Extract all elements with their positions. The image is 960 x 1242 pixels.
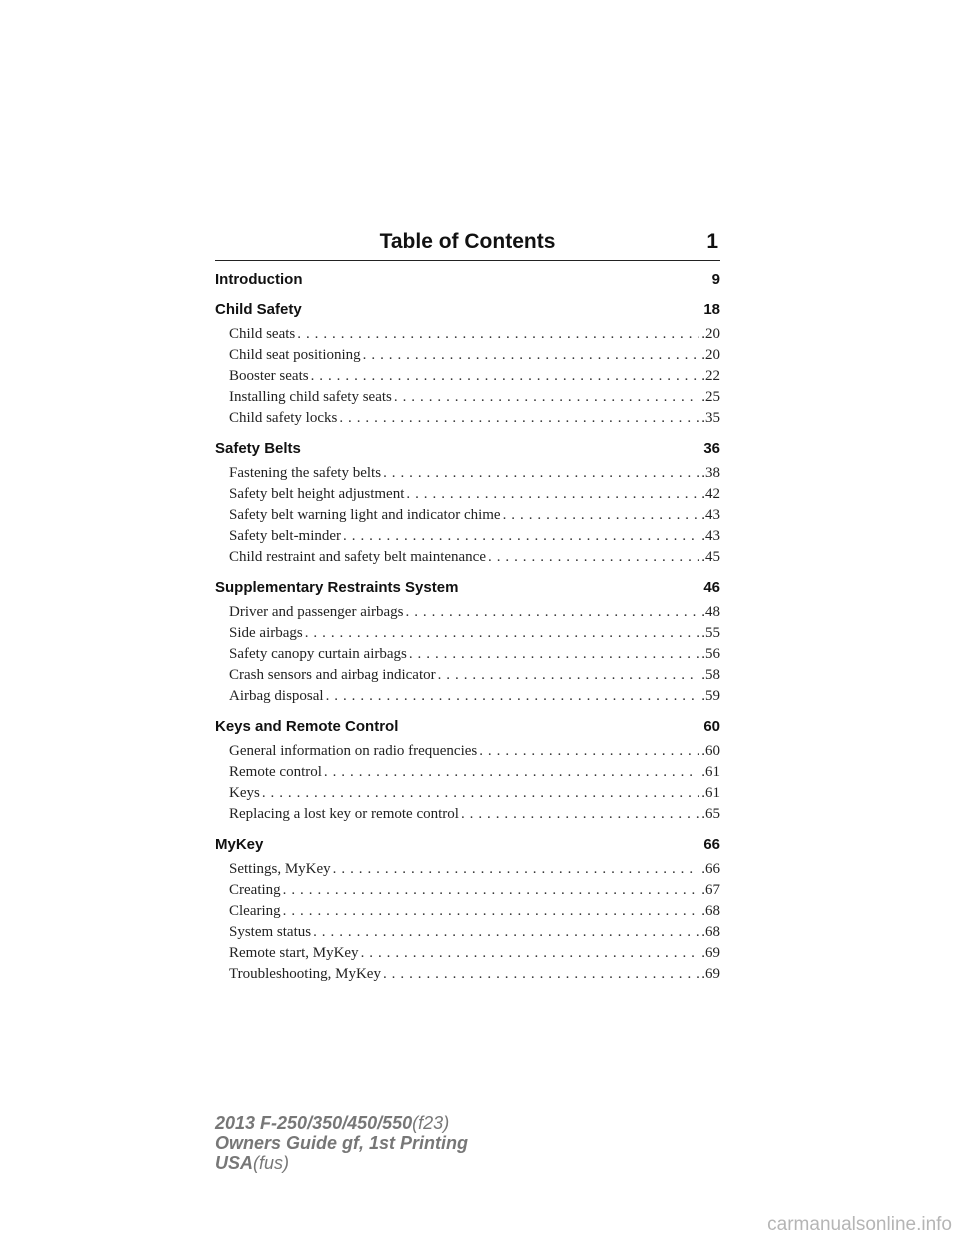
entry-label: Fastening the safety belts: [229, 465, 382, 481]
toc-section-heading[interactable]: [215, 578, 720, 598]
section-page: 18: [703, 301, 720, 318]
toc-section: [215, 717, 720, 825]
dot-leader: [343, 526, 699, 547]
entry-page: .68: [701, 903, 720, 919]
entry-label: Side airbags: [229, 625, 303, 641]
entry-label: Remote control: [229, 764, 322, 780]
toc-entry[interactable]: [215, 762, 720, 783]
toc-entry[interactable]: [215, 901, 720, 922]
footer-model-code: (f23): [412, 1113, 450, 1133]
entry-label: Safety belt height adjustment: [229, 486, 405, 502]
toc-entry[interactable]: [215, 366, 720, 387]
section-title: Keys and Remote Control: [215, 718, 399, 735]
entry-page: .69: [701, 966, 720, 982]
entry-label: Safety belt warning light and indicator chime: [229, 507, 501, 523]
dot-leader: [461, 804, 699, 825]
toc-entry[interactable]: [215, 463, 720, 484]
toc-section-heading[interactable]: [215, 300, 720, 320]
footer-model: 2013 F-250/350/450/550: [215, 1113, 413, 1133]
toc-section: [215, 578, 720, 707]
toc-entry[interactable]: [215, 505, 720, 526]
entry-label: System status: [229, 924, 312, 940]
toc-entry[interactable]: [215, 686, 720, 707]
entry-page: .42: [701, 486, 720, 502]
dot-leader: [394, 387, 699, 408]
table-of-contents: [215, 270, 720, 995]
section-title: Safety Belts: [215, 440, 301, 457]
entry-label: Installing child safety seats: [229, 389, 392, 405]
entry-page: .69: [701, 945, 720, 961]
dot-leader: [479, 741, 699, 762]
entry-label: Crash sensors and airbag indicator: [229, 667, 436, 683]
entry-label: Child safety locks: [229, 410, 338, 426]
dot-leader: [406, 602, 700, 623]
toc-entry[interactable]: [215, 602, 720, 623]
dot-leader: [383, 964, 699, 985]
section-title: Supplementary Restraints System: [215, 579, 459, 596]
section-page: 66: [703, 836, 720, 853]
entry-page: .68: [701, 924, 720, 940]
section-page: 46: [703, 579, 720, 596]
toc-entry[interactable]: [215, 623, 720, 644]
toc-entry[interactable]: [215, 804, 720, 825]
toc-entry[interactable]: [215, 880, 720, 901]
entry-page: .61: [701, 764, 720, 780]
page-title: Table of Contents: [379, 230, 556, 253]
entry-page: .45: [701, 549, 720, 565]
section-page: 36: [703, 440, 720, 457]
entry-page: .58: [701, 667, 720, 683]
section-page: 60: [703, 718, 720, 735]
toc-entry[interactable]: [215, 324, 720, 345]
entry-label: General information on radio frequencies: [229, 743, 478, 759]
toc-entry[interactable]: [215, 665, 720, 686]
footer-market: USA: [215, 1153, 254, 1173]
entry-label: Driver and passenger airbags: [229, 604, 404, 620]
entry-label: Booster seats: [229, 368, 309, 384]
toc-entry[interactable]: [215, 922, 720, 943]
dot-leader: [283, 880, 700, 901]
watermark: carmanualsonline.info: [767, 1214, 952, 1235]
entry-page: .67: [701, 882, 720, 898]
page-header: [215, 228, 720, 261]
footer-guide: Owners Guide gf, 1st Printing: [215, 1133, 469, 1153]
toc-entry[interactable]: [215, 964, 720, 985]
toc-section-heading[interactable]: [215, 270, 720, 290]
dot-leader: [283, 901, 700, 922]
entry-page: .48: [701, 604, 720, 620]
section-page: 9: [711, 271, 720, 288]
page-number: 1: [706, 230, 718, 253]
entry-label: Child seat positioning: [229, 347, 361, 363]
entry-page: .55: [701, 625, 720, 641]
section-title: MyKey: [215, 836, 264, 853]
toc-section: [215, 439, 720, 568]
entry-page: .20: [701, 326, 720, 342]
toc-section-heading[interactable]: [215, 439, 720, 459]
dot-leader: [383, 463, 699, 484]
dot-leader: [361, 943, 700, 964]
toc-entry[interactable]: [215, 859, 720, 880]
entry-label: Clearing: [229, 903, 281, 919]
footer-line-3: [215, 1153, 468, 1173]
dot-leader: [488, 547, 699, 568]
toc-entry[interactable]: [215, 345, 720, 366]
footer-line-1: [215, 1113, 468, 1133]
toc-entry[interactable]: [215, 547, 720, 568]
entry-label: Replacing a lost key or remote control: [229, 806, 459, 822]
section-title: Introduction: [215, 271, 303, 288]
entry-page: .56: [701, 646, 720, 662]
entry-label: Troubleshooting, MyKey: [229, 966, 381, 982]
entry-label: Safety canopy curtain airbags: [229, 646, 407, 662]
toc-entry[interactable]: [215, 741, 720, 762]
entry-page: .35: [701, 410, 720, 426]
entry-page: .59: [701, 688, 720, 704]
dot-leader: [409, 644, 699, 665]
dot-leader: [326, 686, 700, 707]
dot-leader: [333, 859, 700, 880]
entry-page: .65: [701, 806, 720, 822]
entry-label: Child seats: [229, 326, 296, 342]
entry-label: Keys: [229, 785, 260, 801]
toc-entry[interactable]: [215, 408, 720, 429]
toc-section: [215, 835, 720, 985]
toc-section: [215, 300, 720, 429]
document-footer: [215, 1113, 468, 1173]
toc-section-heading[interactable]: [215, 835, 720, 855]
dot-leader: [297, 324, 699, 345]
dot-leader: [313, 922, 699, 943]
entry-page: .20: [701, 347, 720, 363]
entry-page: .61: [701, 785, 720, 801]
entry-page: .66: [701, 861, 720, 877]
entry-page: .43: [701, 507, 720, 523]
footer-line-2: [215, 1133, 468, 1153]
dot-leader: [406, 484, 699, 505]
toc-entry[interactable]: [215, 644, 720, 665]
entry-label: Creating: [229, 882, 281, 898]
entry-label: Settings, MyKey: [229, 861, 331, 877]
toc-entry[interactable]: [215, 943, 720, 964]
entry-page: .22: [701, 368, 720, 384]
entry-label: Airbag disposal: [229, 688, 324, 704]
footer-market-code: (fus): [253, 1153, 290, 1173]
toc-entry[interactable]: [215, 526, 720, 547]
dot-leader: [438, 665, 700, 686]
dot-leader: [262, 783, 699, 804]
section-title: Child Safety: [215, 301, 302, 318]
dot-leader: [305, 623, 700, 644]
dot-leader: [311, 366, 700, 387]
dot-leader: [324, 762, 699, 783]
entry-page: .43: [701, 528, 720, 544]
dot-leader: [339, 408, 699, 429]
toc-entry[interactable]: [215, 783, 720, 804]
entry-page: .25: [701, 389, 720, 405]
toc-section: [215, 270, 720, 290]
entry-label: Remote start, MyKey: [229, 945, 359, 961]
entry-label: Safety belt-minder: [229, 528, 342, 544]
toc-entry[interactable]: [215, 484, 720, 505]
dot-leader: [503, 505, 700, 526]
entry-label: Child restraint and safety belt maintenance: [229, 549, 486, 565]
toc-section-heading[interactable]: [215, 717, 720, 737]
entry-page: .60: [701, 743, 720, 759]
entry-page: .38: [701, 465, 720, 481]
toc-entry[interactable]: [215, 387, 720, 408]
dot-leader: [363, 345, 700, 366]
